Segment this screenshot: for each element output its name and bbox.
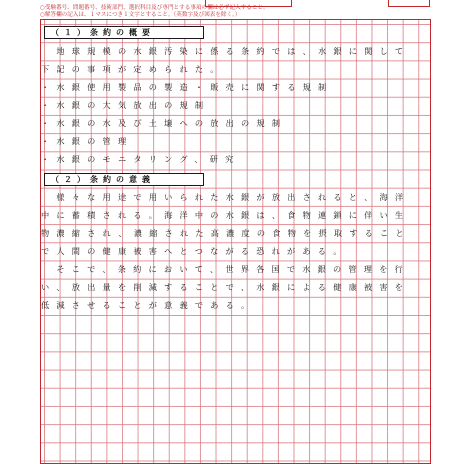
instruction-note: ○受験番号、問題番号、技術部門、選択科目及び専門とする事項の欄は必ず記入すること。 — [40, 5, 269, 11]
instruction-notes — [40, 5, 440, 19]
answer-line: 下記の事項が定められた。 — [41, 64, 226, 74]
answer-line: ・水銀の大気放出の規制 — [41, 100, 211, 110]
answer-line: ・水銀の管理 — [41, 136, 134, 146]
answer-line: ・水銀使用製品の製造・販売に関する規制 — [41, 82, 334, 92]
answer-line: 地球規模の水銀汚染に係る条約では、水銀に関して — [41, 46, 411, 56]
answer-line: 低減させることが意義である。 — [41, 300, 257, 310]
answer-line: い、放出量を削減することで、水銀による健康被害を — [41, 282, 411, 292]
answer-line: ・水銀のモニタリング、研究 — [41, 154, 241, 164]
section-heading-overview: （１）条約の概要 — [44, 26, 204, 39]
answer-line: 物濃縮され、濃縮された高濃度の食物を摂取すること — [41, 228, 411, 238]
answer-line: ・水銀の水及び土壌への放出の規制 — [41, 118, 288, 128]
answer-line: 様々な用途で用いられた水銀が放出されると、海洋 — [41, 192, 411, 202]
section-heading-significance: （２）条約の意義 — [44, 173, 204, 186]
answer-line: そこで、条約において、世界各国で水銀の管理を行 — [41, 264, 410, 274]
answer-line: 中に蓄積される。海洋中の水銀は、食物連鎖に伴い生 — [41, 210, 411, 220]
answer-line: で人間の健康被害へとつながる恐れがある。 — [41, 246, 349, 256]
answer-sheet-grid[interactable] — [40, 19, 431, 464]
instruction-note: ○解答欄の記入は、１マスにつき１文字とすること。（英数字及び図表を除く。） — [40, 12, 241, 18]
